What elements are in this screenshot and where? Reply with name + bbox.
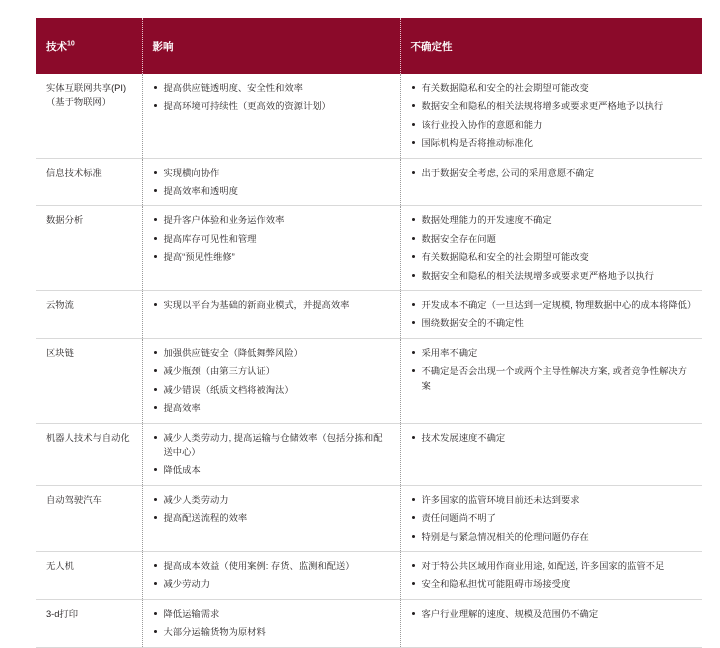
footnote-marker-10: 10 xyxy=(67,40,75,47)
list-item: 降低运输需求 xyxy=(153,607,391,621)
list-item: 数据安全和隐私的相关法规将增多或要求更严格地予以执行 xyxy=(411,99,694,113)
table-header-row xyxy=(36,18,702,74)
table-row xyxy=(36,599,702,647)
list-item: 提高效率 xyxy=(153,401,391,415)
table-header xyxy=(36,18,702,74)
technology-name: 实体互联网共享(PI)（基于物联网） xyxy=(46,83,127,108)
table-body xyxy=(36,74,702,647)
cell-technology xyxy=(36,291,142,339)
cell-uncertainty xyxy=(400,485,702,551)
list-item: 减少瓶颈（由第三方认证） xyxy=(153,364,391,378)
uncertainty-list xyxy=(411,166,694,180)
cell-impact xyxy=(142,423,400,485)
list-item: 提高效率和透明度 xyxy=(153,184,391,198)
cell-uncertainty xyxy=(400,291,702,339)
list-item: 不确定是否会出现一个或两个主导性解决方案, 或者竞争性解决方案 xyxy=(411,364,694,393)
impact-list xyxy=(153,431,391,478)
cell-uncertainty xyxy=(400,206,702,291)
list-item: 减少错误（纸质文档将被淘汰） xyxy=(153,383,391,397)
list-item: 减少人类劳动力, 提高运输与仓储效率（包括分拣和配送中心） xyxy=(153,431,391,460)
table-row xyxy=(36,485,702,551)
list-item: 提高“预见性维修” xyxy=(153,250,391,264)
list-item: 加强供应链安全（降低舞弊风险） xyxy=(153,346,391,360)
cell-impact xyxy=(142,485,400,551)
list-item: 出于数据安全考虑, 公司的采用意愿不确定 xyxy=(411,166,694,180)
technology-name: 3-d打印 xyxy=(46,608,79,619)
column-header-uncertainty xyxy=(400,18,702,74)
impact-list xyxy=(153,298,391,312)
list-item: 有关数据隐私和安全的社会期望可能改变 xyxy=(411,81,694,95)
list-item: 实现以平台为基础的新商业模式，并提高效率 xyxy=(153,298,391,312)
table-row xyxy=(36,551,702,599)
impact-list xyxy=(153,607,391,640)
cell-impact xyxy=(142,206,400,291)
list-item: 特别是与紧急情况相关的伦理问题仍存在 xyxy=(411,530,694,544)
cell-impact xyxy=(142,551,400,599)
cell-technology xyxy=(36,338,142,423)
cell-technology xyxy=(36,423,142,485)
list-item: 提高配送流程的效率 xyxy=(153,511,391,525)
cell-impact xyxy=(142,158,400,206)
list-item: 责任问题尚不明了 xyxy=(411,511,694,525)
column-header-impact xyxy=(142,18,400,74)
list-item: 提高环境可持续性（更高效的资源计划） xyxy=(153,99,391,113)
uncertainty-list xyxy=(411,559,694,592)
impact-list xyxy=(153,559,391,592)
impact-list xyxy=(153,166,391,199)
list-item: 数据安全和隐私的相关法规增多或要求更严格地予以执行 xyxy=(411,269,694,283)
list-item: 大部分运输货物为原材料 xyxy=(153,625,391,639)
column-header-technology xyxy=(36,18,142,74)
technology-name: 云物流 xyxy=(46,300,74,311)
list-item: 客户行业理解的速度、规模及范围仍不确定 xyxy=(411,607,694,621)
technology-name: 机器人技术与自动化 xyxy=(46,432,130,443)
column-header-impact-label: 影响 xyxy=(152,40,174,53)
table-row xyxy=(36,338,702,423)
cell-uncertainty xyxy=(400,158,702,206)
column-header-technology-label: 技术 xyxy=(46,40,67,53)
cell-technology xyxy=(36,74,142,158)
list-item: 对于特公共区域用作商业用途, 如配送, 许多国家的监管不足 xyxy=(411,559,694,573)
cell-technology xyxy=(36,599,142,647)
list-item: 数据安全存在问题 xyxy=(411,232,694,246)
table-row xyxy=(36,206,702,291)
cell-technology xyxy=(36,485,142,551)
cell-technology xyxy=(36,206,142,291)
cell-uncertainty xyxy=(400,423,702,485)
technology-impact-table xyxy=(36,18,702,648)
table-row xyxy=(36,74,702,158)
uncertainty-list xyxy=(411,431,694,445)
list-item: 技术发展速度不确定 xyxy=(411,431,694,445)
cell-technology xyxy=(36,551,142,599)
list-item: 国际机构是否将推动标准化 xyxy=(411,136,694,150)
list-item: 开发成本不确定（一旦达到一定规模, 物理数据中心的成本将降低） xyxy=(411,298,694,312)
list-item: 降低成本 xyxy=(153,463,391,477)
cell-uncertainty xyxy=(400,551,702,599)
impact-list xyxy=(153,493,391,526)
technology-name: 自动驾驶汽车 xyxy=(46,494,102,505)
uncertainty-list xyxy=(411,607,694,621)
list-item: 提升客户体验和业务运作效率 xyxy=(153,213,391,227)
technology-name: 区块链 xyxy=(46,347,74,358)
cell-impact xyxy=(142,338,400,423)
uncertainty-list xyxy=(411,346,694,393)
technology-name: 无人机 xyxy=(46,560,74,571)
list-item: 许多国家的监管环境目前还未达到要求 xyxy=(411,493,694,507)
technology-name: 数据分析 xyxy=(46,215,84,226)
list-item: 数据处理能力的开发速度不确定 xyxy=(411,213,694,227)
list-item: 提高供应链透明度、安全性和效率 xyxy=(153,81,391,95)
list-item: 提高成本效益（使用案例: 存货、监测和配送） xyxy=(153,559,391,573)
list-item: 围绕数据安全的不确定性 xyxy=(411,316,694,330)
cell-impact xyxy=(142,74,400,158)
uncertainty-list xyxy=(411,493,694,544)
table-row xyxy=(36,291,702,339)
table-row xyxy=(36,158,702,206)
impact-list xyxy=(153,213,391,264)
list-item: 有关数据隐私和安全的社会期望可能改变 xyxy=(411,250,694,264)
list-item: 安全和隐私担忧可能阻碍市场接受度 xyxy=(411,577,694,591)
uncertainty-list xyxy=(411,213,694,283)
list-item: 该行业投入协作的意愿和能力 xyxy=(411,118,694,132)
cell-uncertainty xyxy=(400,338,702,423)
impact-list xyxy=(153,346,391,416)
cell-technology xyxy=(36,158,142,206)
technology-name: 信息技术标准 xyxy=(46,167,102,178)
list-item: 提高库存可见性和管理 xyxy=(153,232,391,246)
cell-impact xyxy=(142,599,400,647)
list-item: 采用率不确定 xyxy=(411,346,694,360)
list-item: 减少劳动力 xyxy=(153,577,391,591)
cell-uncertainty xyxy=(400,74,702,158)
cell-uncertainty xyxy=(400,599,702,647)
column-header-uncertainty-label: 不确定性 xyxy=(410,40,453,53)
uncertainty-list xyxy=(411,81,694,151)
list-item: 实现横向协作 xyxy=(153,166,391,180)
table-row xyxy=(36,423,702,485)
list-item: 减少人类劳动力 xyxy=(153,493,391,507)
cell-impact xyxy=(142,291,400,339)
uncertainty-list xyxy=(411,298,697,331)
impact-list xyxy=(153,81,391,114)
